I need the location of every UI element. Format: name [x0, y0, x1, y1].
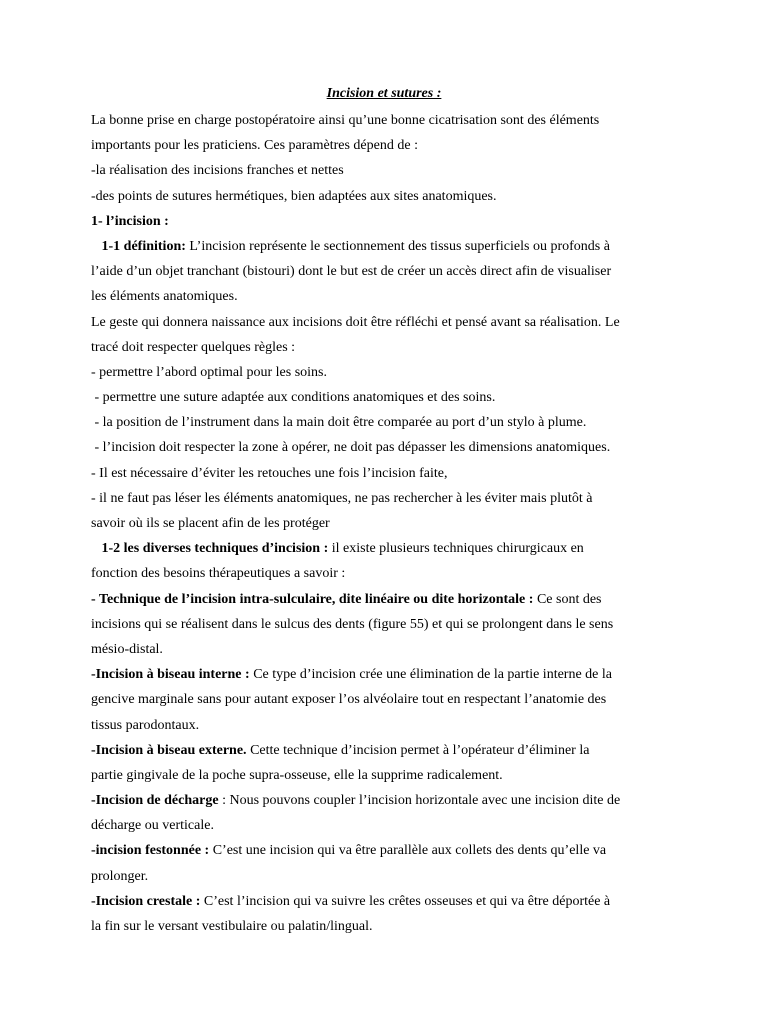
- text-run: l’aide d’un objet tranchant (bistouri) dont le but est de créer un accès direct afin de visualiser: [91, 264, 612, 280]
- bold-text-run: 1- l’incision :: [91, 213, 169, 229]
- text-line: [91, 813, 691, 838]
- text-line: [91, 158, 691, 183]
- text-line: [91, 662, 691, 687]
- bold-text-run: 1-2 les diverses techniques d’incision :: [91, 541, 329, 557]
- text-run: C’est une incision qui va être parallèle aux collets des dents qu’elle va: [209, 843, 607, 859]
- text-run: - la position de l’instrument dans la main doit être comparée au port d’un stylo à plume.: [91, 415, 587, 431]
- text-run: Ce type d’incision crée une élimination de la partie interne de la: [249, 667, 612, 683]
- bold-text-run: -Incision crestale :: [91, 893, 201, 909]
- text-run: gencive marginale sans pour autant exposer l’os alvéolaire tout en respectant l’anatomie des: [91, 692, 607, 708]
- text-line: [91, 889, 691, 914]
- text-line: [91, 108, 691, 133]
- text-run: les éléments anatomiques.: [91, 289, 238, 305]
- text-line: [91, 410, 691, 435]
- text-line: [91, 536, 691, 561]
- text-run: prolonger.: [91, 868, 149, 884]
- bold-text-run: - Technique de l’incision intra-sulculaire, dite linéaire ou dite horizontale :: [91, 591, 534, 607]
- text-line: [91, 360, 691, 385]
- text-run: -la réalisation des incisions franches et nettes: [91, 163, 344, 179]
- text-run: -des points de sutures hermétiques, bien adaptées aux sites anatomiques.: [91, 188, 497, 204]
- text-line: [91, 435, 691, 460]
- text-line: [91, 461, 691, 486]
- document-title: Incision et sutures :: [326, 86, 442, 101]
- text-line: [91, 914, 691, 939]
- text-line: [91, 864, 691, 889]
- text-line: [91, 763, 691, 788]
- text-line: [91, 511, 691, 536]
- bold-text-run: -incision festonnée :: [91, 843, 210, 859]
- text-line: [91, 385, 691, 410]
- text-line: [91, 133, 691, 158]
- bold-text-run: -Incision à biseau interne :: [91, 667, 250, 683]
- text-run: incisions qui se réalisent dans le sulcus des dents (figure 55) et qui se prolongent dans le sens: [91, 616, 614, 632]
- text-line: [91, 184, 691, 209]
- text-line: [91, 209, 691, 234]
- text-run: : Nous pouvons coupler l’incision horizontale avec une incision dite de: [218, 793, 621, 809]
- text-run: il existe plusieurs techniques chirurgicaux en: [328, 541, 584, 557]
- text-run: La bonne prise en charge postopératoire ainsi qu’une bonne cicatrisation sont des éléments: [91, 113, 600, 128]
- text-run: L’incision représente le sectionnement des tissus superficiels ou profonds à: [185, 238, 610, 254]
- text-line: [91, 561, 691, 586]
- text-run: C’est l’incision qui va suivre les crêtes osseuses et qui va être déportée à: [200, 893, 611, 909]
- document-body: [91, 108, 691, 939]
- text-run: Cette technique d’incision permet à l’opérateur d’éliminer la: [246, 742, 590, 758]
- text-run: savoir où ils se placent afin de les protéger: [91, 516, 330, 531]
- text-run: Le geste qui donnera naissance aux incisions doit être réfléchi et pensé avant sa réalisation. Le: [91, 314, 620, 330]
- text-run: importants pour les praticiens. Ces paramètres dépend de :: [91, 138, 418, 154]
- text-line: [91, 587, 691, 612]
- text-line: [91, 838, 691, 863]
- text-line: [91, 234, 691, 259]
- text-run: partie gingivale de la poche supra-osseuse, elle la supprime radicalement.: [91, 767, 503, 783]
- text-line: [91, 612, 691, 637]
- text-run: - permettre une suture adaptée aux conditions anatomiques et des soins.: [91, 390, 496, 406]
- text-line: [91, 335, 691, 360]
- text-line: [91, 284, 691, 309]
- text-line: [91, 788, 691, 813]
- text-run: tracé doit respecter quelques règles :: [91, 339, 296, 355]
- text-line: [91, 259, 691, 284]
- text-run: - il ne faut pas léser les éléments anatomiques, ne pas rechercher à les éviter mais plutôt à: [91, 490, 593, 506]
- bold-text-run: -Incision de décharge: [91, 793, 219, 809]
- text-line: [91, 310, 691, 335]
- text-run: décharge ou verticale.: [91, 818, 214, 834]
- text-line: [91, 486, 691, 511]
- text-line: [91, 738, 691, 763]
- text-run: Ce sont des: [533, 591, 602, 607]
- text-run: tissus parodontaux.: [91, 717, 200, 733]
- text-line: [91, 687, 691, 712]
- text-run: - Il est nécessaire d’éviter les retouches une fois l’incision faite,: [91, 465, 448, 481]
- text-run: fonction des besoins thérapeutiques a savoir :: [91, 566, 346, 582]
- bold-text-run: -Incision à biseau externe.: [91, 742, 247, 758]
- text-run: mésio-distal.: [91, 641, 163, 657]
- text-run: - l’incision doit respecter la zone à opérer, ne doit pas dépasser les dimensions anatomiques.: [91, 440, 611, 456]
- text-run: la fin sur le versant vestibulaire ou palatin/lingual.: [91, 919, 373, 934]
- text-line: [91, 637, 691, 662]
- bold-text-run: 1-1 définition:: [91, 238, 186, 254]
- text-line: [91, 713, 691, 738]
- text-run: - permettre l’abord optimal pour les soins.: [91, 364, 327, 380]
